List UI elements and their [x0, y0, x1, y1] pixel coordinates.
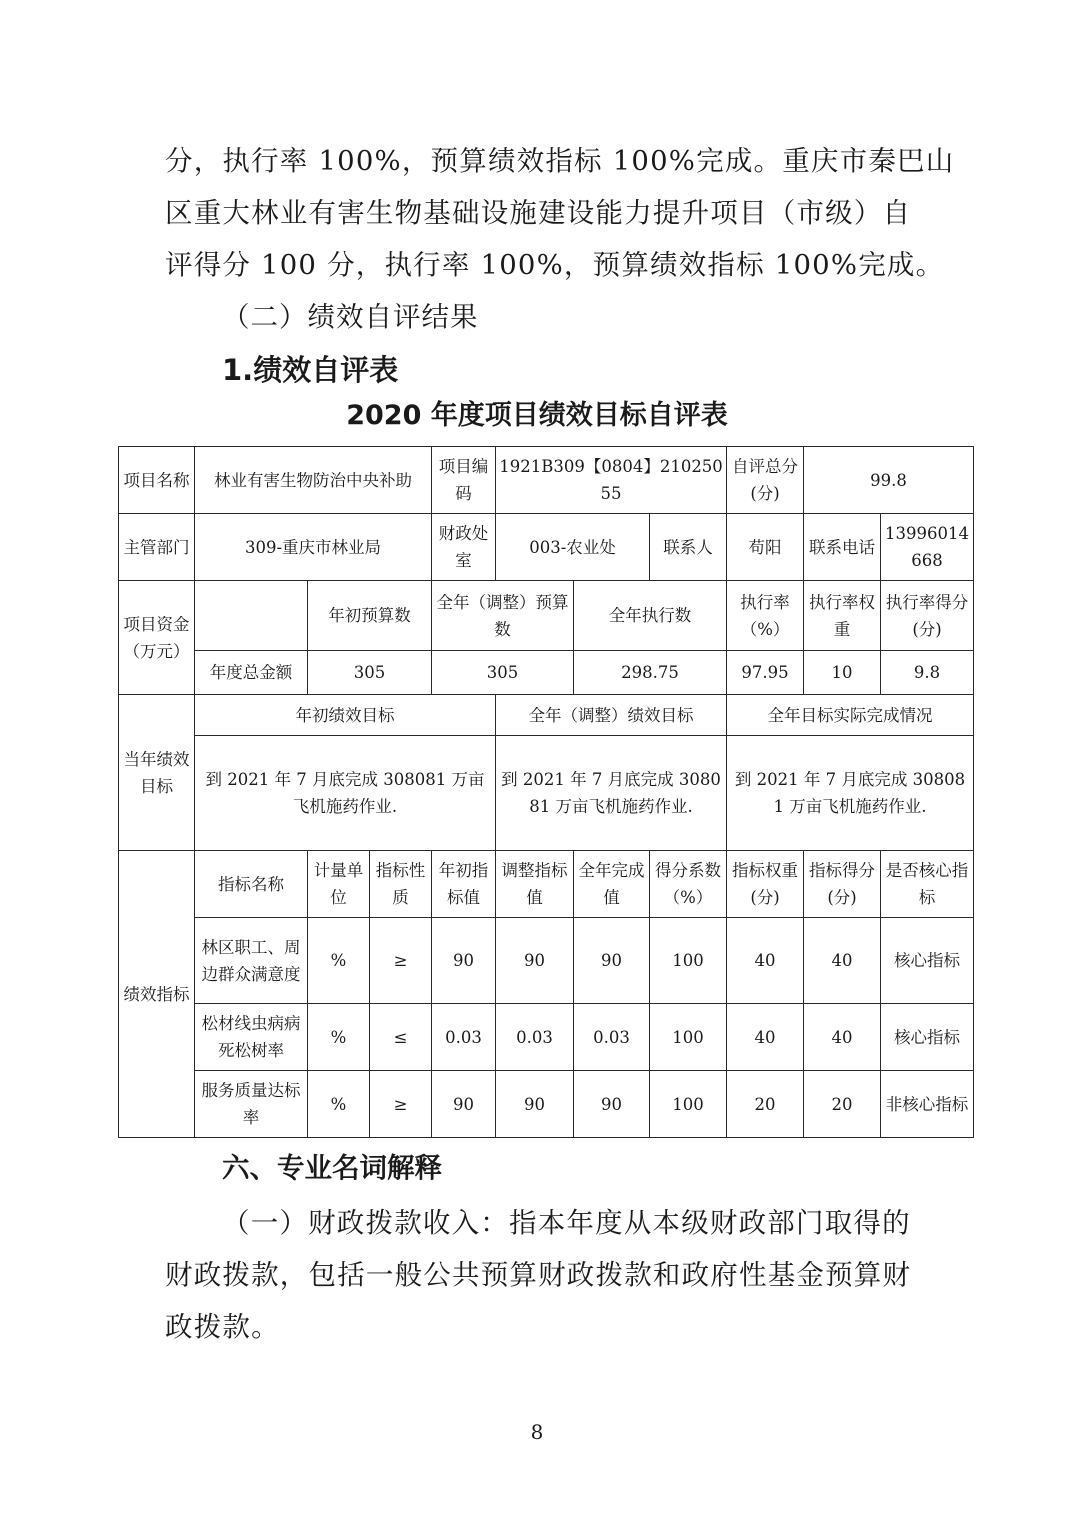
- intro-line-1: 分，执行率 100%，预算绩效指标 100%完成。重庆市秦巴山: [165, 145, 955, 177]
- table-row-project-info: [119, 447, 974, 514]
- funds-rate-header: 执行率（%）: [727, 581, 804, 651]
- indicator-header-coefficient: 得分系数（%）: [650, 851, 727, 918]
- goals-adjusted-value: 到 2021 年 7 月底完成 308081 万亩飞机施药作业.: [496, 736, 727, 851]
- funds-row-label: 年度总金额: [195, 651, 308, 695]
- indicator-nature: ≥: [370, 918, 432, 1004]
- funds-score-value: 9.8: [881, 651, 974, 695]
- table-row-goals-header: [119, 695, 974, 736]
- indicator-adjusted-value: 0.03: [496, 1004, 574, 1071]
- funds-rate-value: 97.95: [727, 651, 804, 695]
- indicator-unit: %: [308, 1004, 370, 1071]
- indicator-initial-value: 90: [432, 918, 496, 1004]
- indicator-coefficient: 100: [650, 1004, 727, 1071]
- project-code-value: 1921B309【0804】21025055: [496, 447, 727, 514]
- indicator-completed-value: 90: [574, 918, 650, 1004]
- indicator-header-nature: 指标性质: [370, 851, 432, 918]
- indicator-core-flag: 非核心指标: [881, 1071, 974, 1138]
- indicator-score: 40: [804, 918, 881, 1004]
- indicator-name: 服务质量达标率: [195, 1071, 308, 1138]
- intro-paragraph: [165, 135, 955, 291]
- dept-label: 主管部门: [119, 514, 195, 581]
- table-row: [119, 918, 974, 1004]
- indicator-completed-value: 0.03: [574, 1004, 650, 1071]
- table-row-indicator-headers: [119, 851, 974, 918]
- contact-value: 苟阳: [727, 514, 804, 581]
- table-row-department: [119, 514, 974, 581]
- goals-label: 当年绩效目标: [119, 695, 195, 851]
- funds-initial-header: 年初预算数: [308, 581, 432, 651]
- indicator-initial-value: 90: [432, 1071, 496, 1138]
- funds-executed-header: 全年执行数: [574, 581, 727, 651]
- indicator-header-weight: 指标权重(分): [727, 851, 804, 918]
- funds-executed-value: 298.75: [574, 651, 727, 695]
- project-name-value: 林业有害生物防治中央补助: [195, 447, 432, 514]
- table-row: [119, 1071, 974, 1138]
- table-row: [119, 1004, 974, 1071]
- funds-weight-header: 执行率权重: [804, 581, 881, 651]
- table-row-funds-values: [119, 651, 974, 695]
- intro-line-2: 区重大林业有害生物基础设施建设能力提升项目（市级）自: [165, 197, 912, 229]
- goals-actual-header: 全年目标实际完成情况: [727, 695, 974, 736]
- indicator-score: 40: [804, 1004, 881, 1071]
- indicator-header-unit: 计量单位: [308, 851, 370, 918]
- indicator-initial-value: 0.03: [432, 1004, 496, 1071]
- page-number: 8: [530, 1420, 544, 1444]
- indicator-header-core: 是否核心指标: [881, 851, 974, 918]
- intro-line-3: 评得分 100 分，执行率 100%，预算绩效指标 100%完成。: [165, 249, 945, 281]
- indicator-name: 林区职工、周边群众满意度: [195, 918, 308, 1004]
- funds-label: 项目资金（万元）: [119, 581, 195, 695]
- indicator-coefficient: 100: [650, 1071, 727, 1138]
- goals-initial-value: 到 2021 年 7 月底完成 308081 万亩飞机施药作业.: [195, 736, 496, 851]
- self-score-label: 自评总分(分): [727, 447, 804, 514]
- finance-office-value: 003-农业处: [496, 514, 650, 581]
- indicator-unit: %: [308, 918, 370, 1004]
- section-heading-terms: 六、专业名词解释: [222, 1152, 442, 1184]
- indicators-label: 绩效指标: [119, 851, 195, 1138]
- finance-office-label: 财政处室: [432, 514, 496, 581]
- funds-adjusted-header: 全年（调整）预算数: [432, 581, 574, 651]
- funds-blank-header: [195, 581, 308, 651]
- performance-self-evaluation-table: [118, 446, 974, 1138]
- definition-line-3: 政拨款。: [165, 1311, 280, 1343]
- table-title: 2020 年度项目绩效目标自评表: [346, 400, 728, 431]
- indicator-header-initial: 年初指标值: [432, 851, 496, 918]
- indicator-name: 松材线虫病病死松树率: [195, 1004, 308, 1071]
- indicator-nature: ≤: [370, 1004, 432, 1071]
- funds-score-header: 执行率得分(分): [881, 581, 974, 651]
- section-heading-self-evaluation-result: （二）绩效自评结果: [222, 301, 479, 333]
- subheading-self-evaluation-table: 1.绩效自评表: [222, 353, 399, 387]
- funds-initial-value: 305: [308, 651, 432, 695]
- project-name-label: 项目名称: [119, 447, 195, 514]
- indicator-adjusted-value: 90: [496, 918, 574, 1004]
- funds-weight-value: 10: [804, 651, 881, 695]
- indicator-completed-value: 90: [574, 1071, 650, 1138]
- indicator-nature: ≥: [370, 1071, 432, 1138]
- indicator-weight: 40: [727, 918, 804, 1004]
- definition-line-2: 财政拨款，包括一般公共预算财政拨款和政府性基金预算财: [165, 1259, 912, 1291]
- project-code-label: 项目编码: [432, 447, 496, 514]
- indicator-score: 20: [804, 1071, 881, 1138]
- indicator-header-score: 指标得分(分): [804, 851, 881, 918]
- indicator-header-name: 指标名称: [195, 851, 308, 918]
- self-score-value: 99.8: [804, 447, 974, 514]
- dept-value: 309-重庆市林业局: [195, 514, 432, 581]
- table-row-goals-values: [119, 736, 974, 851]
- indicator-header-completed: 全年完成值: [574, 851, 650, 918]
- goals-actual-value: 到 2021 年 7 月底完成 308081 万亩飞机施药作业.: [727, 736, 974, 851]
- indicator-weight: 20: [727, 1071, 804, 1138]
- indicator-header-adjusted: 调整指标值: [496, 851, 574, 918]
- indicator-core-flag: 核心指标: [881, 918, 974, 1004]
- contact-label: 联系人: [650, 514, 727, 581]
- indicator-unit: %: [308, 1071, 370, 1138]
- indicator-coefficient: 100: [650, 918, 727, 1004]
- funds-adjusted-value: 305: [432, 651, 574, 695]
- goals-adjusted-header: 全年（调整）绩效目标: [496, 695, 727, 736]
- table-row-funds-header: [119, 581, 974, 651]
- definition-line-1: （一）财政拨款收入：指本年度从本级财政部门取得的: [222, 1207, 911, 1239]
- phone-value: 13996014668: [881, 514, 974, 581]
- definition-paragraph: [165, 1197, 925, 1353]
- goals-initial-header: 年初绩效目标: [195, 695, 496, 736]
- phone-label: 联系电话: [804, 514, 881, 581]
- indicator-adjusted-value: 90: [496, 1071, 574, 1138]
- indicator-core-flag: 核心指标: [881, 1004, 974, 1071]
- indicator-weight: 40: [727, 1004, 804, 1071]
